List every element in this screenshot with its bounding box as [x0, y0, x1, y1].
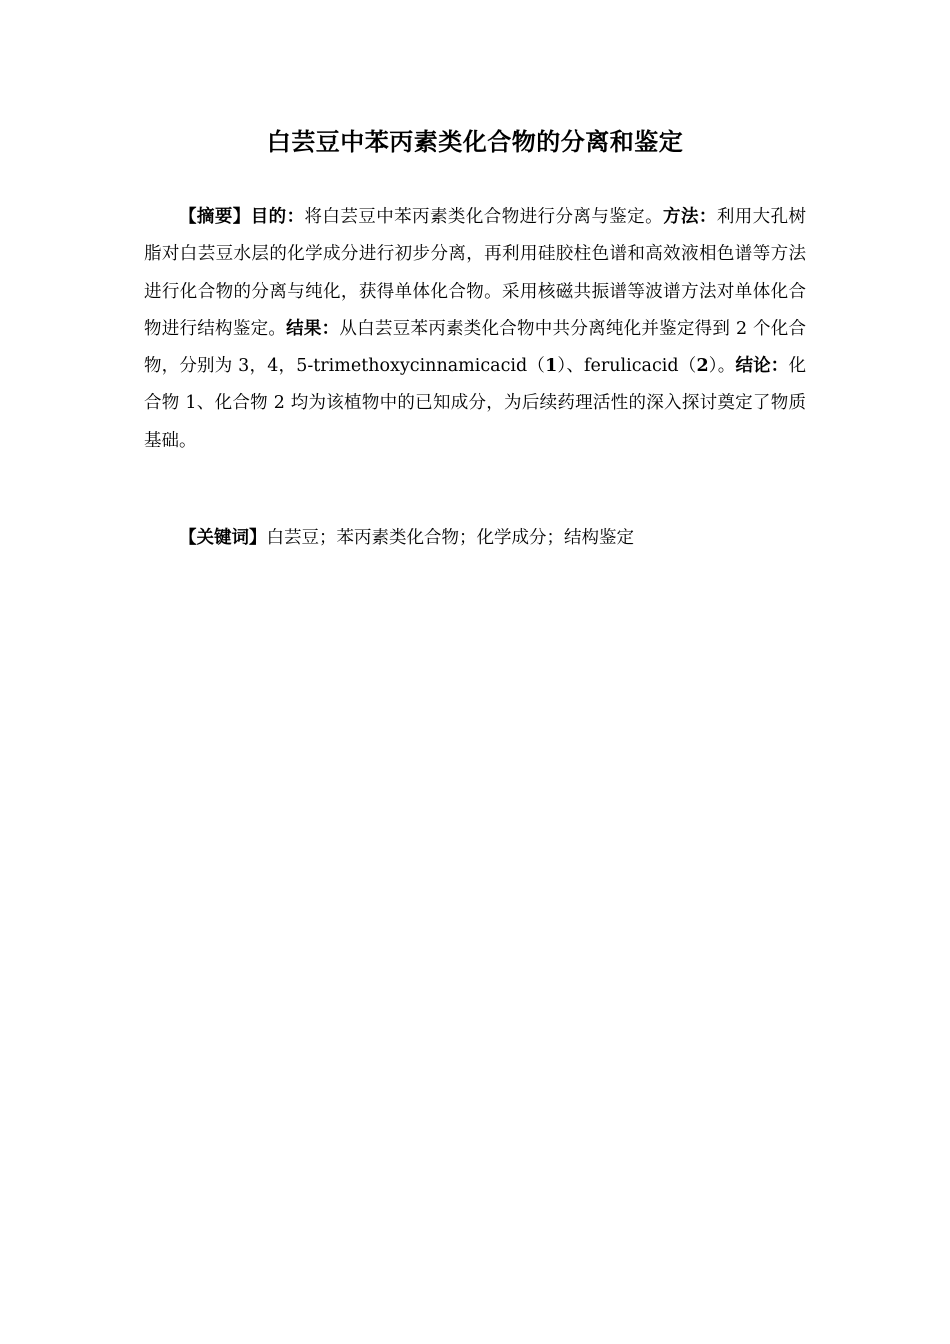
abstract-paragraph	[144, 199, 806, 460]
abstract-label: 【摘要】	[179, 207, 251, 227]
result-label: 结果：	[286, 318, 340, 339]
keywords-text: 白芸豆；苯丙素类化合物；化学成分；结构鉴定	[266, 528, 634, 548]
result-text-3: ）。	[708, 356, 736, 377]
keywords-paragraph	[144, 520, 806, 557]
method-label: 方法：	[663, 207, 717, 227]
conclusion-text: 化合物 1、化合物 2 均为该植物中的已知成分，为后续药理活性的深入探讨奠定了物质基础。	[144, 356, 806, 451]
objective-label: 目的：	[250, 207, 305, 227]
result-text-1: 从白芸豆苯丙素类化合物中共分离纯化并鉴定得到 2 个化合物，分别为 3，4，5-trimethoxycinnamicacid（	[144, 318, 807, 377]
keywords-label: 【关键词】	[179, 528, 267, 548]
compound-2-number: 2	[696, 356, 709, 377]
conclusion-label: 结论：	[735, 356, 789, 377]
method-text: 利用大孔树脂对白芸豆水层的化学成分进行初步分离，再利用硅胶柱色谱和高效液相色谱等方法进行化合物的分离与纯化，获得单体化合物。采用核磁共振谱等波谱方法对单体化合物进行结构鉴定。	[144, 207, 807, 339]
compound-1-number: 1	[545, 356, 558, 377]
paper-title: 白芸豆中苯丙素类化合物的分离和鉴定	[266, 128, 684, 156]
result-text-2: ）、ferulicacid（	[557, 356, 697, 377]
objective-text: 将白芸豆中苯丙素类化合物进行分离与鉴定。	[304, 207, 664, 227]
